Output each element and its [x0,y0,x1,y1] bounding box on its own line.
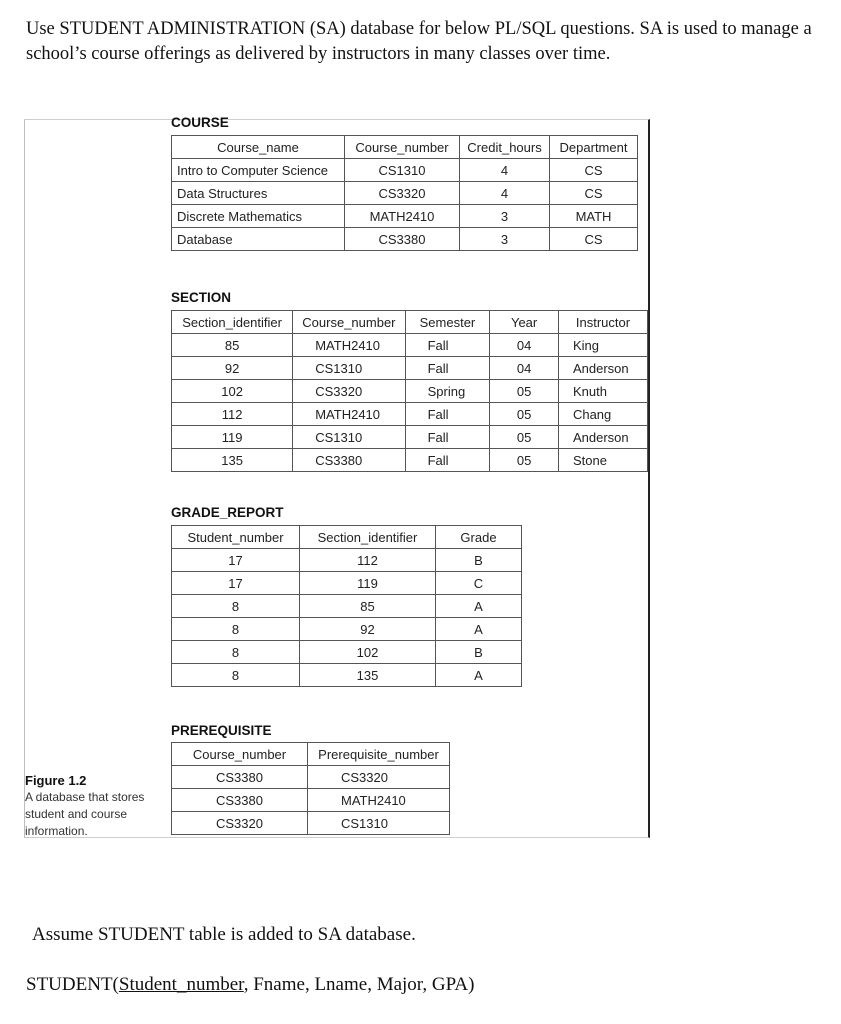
table-cell: CS3380 [172,789,308,812]
table-cell: MATH2410 [345,205,460,228]
course-header-department: Department [550,136,638,159]
table-cell: CS3380 [293,449,405,472]
table-row [172,182,638,205]
grade-header-grade: Grade [436,526,522,549]
table-cell: Fall [405,357,490,380]
table-cell: 92 [300,618,436,641]
prerequisite-table [171,742,450,835]
table-cell: 05 [490,449,559,472]
table-cell: 4 [460,159,550,182]
table-row [172,205,638,228]
table-cell: 04 [490,334,559,357]
table-cell: CS1310 [308,812,450,835]
table-cell: CS [550,182,638,205]
table-cell: 85 [300,595,436,618]
table-cell: A [436,618,522,641]
prereq-header-prerequisite-number: Prerequisite_number [308,743,450,766]
table-cell: 8 [172,664,300,687]
table-cell: 112 [300,549,436,572]
grade-report-table-title: GRADE_REPORT [171,505,284,520]
table-cell: 85 [172,334,293,357]
course-header-course-name: Course_name [172,136,345,159]
table-cell: Discrete Mathematics [172,205,345,228]
table-cell: Data Structures [172,182,345,205]
table-cell: A [436,664,522,687]
grade-report-table [171,525,522,687]
table-cell: CS3320 [293,380,405,403]
table-cell: Database [172,228,345,251]
grade-header-student-number: Student_number [172,526,300,549]
table-row [172,595,522,618]
table-row [172,426,648,449]
student-schema-prefix: STUDENT( [26,974,119,995]
table-cell: 17 [172,572,300,595]
table-cell: CS3320 [308,766,450,789]
table-cell: 102 [300,641,436,664]
table-cell: 17 [172,549,300,572]
table-row [172,812,450,835]
table-cell: CS3320 [172,812,308,835]
section-table [171,310,648,472]
table-cell: Chang [558,403,647,426]
table-cell: Anderson [558,426,647,449]
table-cell: Knuth [558,380,647,403]
prereq-header-course-number: Course_number [172,743,308,766]
intro-paragraph: Use STUDENT ADMINISTRATION (SA) database for below PL/SQL questions. SA is used to manage a school’s course offerings as delivered by instructors in many classes over time. [26,19,812,64]
table-cell: Intro to Computer Science [172,159,345,182]
table-cell: Fall [405,334,490,357]
table-cell: Fall [405,426,490,449]
table-cell: 8 [172,618,300,641]
course-table-title: COURSE [171,115,229,130]
table-cell: CS3380 [345,228,460,251]
table-cell: 05 [490,380,559,403]
table-cell: 135 [172,449,293,472]
table-cell: MATH2410 [293,334,405,357]
table-cell: B [436,641,522,664]
table-cell: C [436,572,522,595]
table-row [172,380,648,403]
table-cell: CS1310 [345,159,460,182]
figure-caption [25,772,165,840]
table-cell: 4 [460,182,550,205]
table-cell: Fall [405,403,490,426]
student-schema [26,974,474,996]
table-cell: B [436,549,522,572]
table-cell: 05 [490,426,559,449]
section-header-section-identifier: Section_identifier [172,311,293,334]
table-row [172,403,648,426]
table-cell: Stone [558,449,647,472]
table-cell: 05 [490,403,559,426]
table-row [172,228,638,251]
table-row [172,334,648,357]
table-cell: Anderson [558,357,647,380]
table-cell: CS [550,159,638,182]
table-row [172,766,450,789]
table-row [172,789,450,812]
table-row [172,159,638,182]
grade-header-section-identifier: Section_identifier [300,526,436,549]
section-header-course-number: Course_number [293,311,405,334]
table-row [172,357,648,380]
table-cell: CS [550,228,638,251]
section-header-year: Year [490,311,559,334]
figure-caption-text: A database that stores student and course information. [25,790,145,838]
section-header-instructor: Instructor [558,311,647,334]
section-header-semester: Semester [405,311,490,334]
student-schema-attributes: , Fname, Lname, Major, GPA) [243,974,475,995]
table-cell: CS1310 [293,426,405,449]
table-cell: CS1310 [293,357,405,380]
table-cell: 119 [172,426,293,449]
section-table-title: SECTION [171,290,232,305]
prerequisite-table-title: PREREQUISITE [171,723,272,738]
table-row [172,618,522,641]
table-cell: King [558,334,647,357]
table-row [172,549,522,572]
table-cell: MATH2410 [308,789,450,812]
table-cell: Fall [405,449,490,472]
student-table-note: Assume STUDENT table is added to SA database. [32,924,416,945]
figure-label: Figure 1.2 [25,773,87,788]
table-cell: CS3320 [345,182,460,205]
table-cell: 04 [490,357,559,380]
table-cell: MATH2410 [293,403,405,426]
table-row [172,664,522,687]
course-header-credit-hours: Credit_hours [460,136,550,159]
table-row [172,641,522,664]
table-cell: CS3380 [172,766,308,789]
table-cell: 8 [172,641,300,664]
table-cell: 8 [172,595,300,618]
course-header-course-number: Course_number [345,136,460,159]
student-schema-primary-key: Student_number [118,974,244,995]
table-cell: 3 [460,205,550,228]
table-cell: 119 [300,572,436,595]
course-table [171,135,638,251]
table-cell: 112 [172,403,293,426]
table-cell: 3 [460,228,550,251]
table-cell: 92 [172,357,293,380]
table-cell: 102 [172,380,293,403]
table-row [172,572,522,595]
table-cell: MATH [550,205,638,228]
table-row [172,449,648,472]
table-cell: 135 [300,664,436,687]
table-cell: Spring [405,380,490,403]
table-cell: A [436,595,522,618]
figure-1-2 [24,115,650,838]
